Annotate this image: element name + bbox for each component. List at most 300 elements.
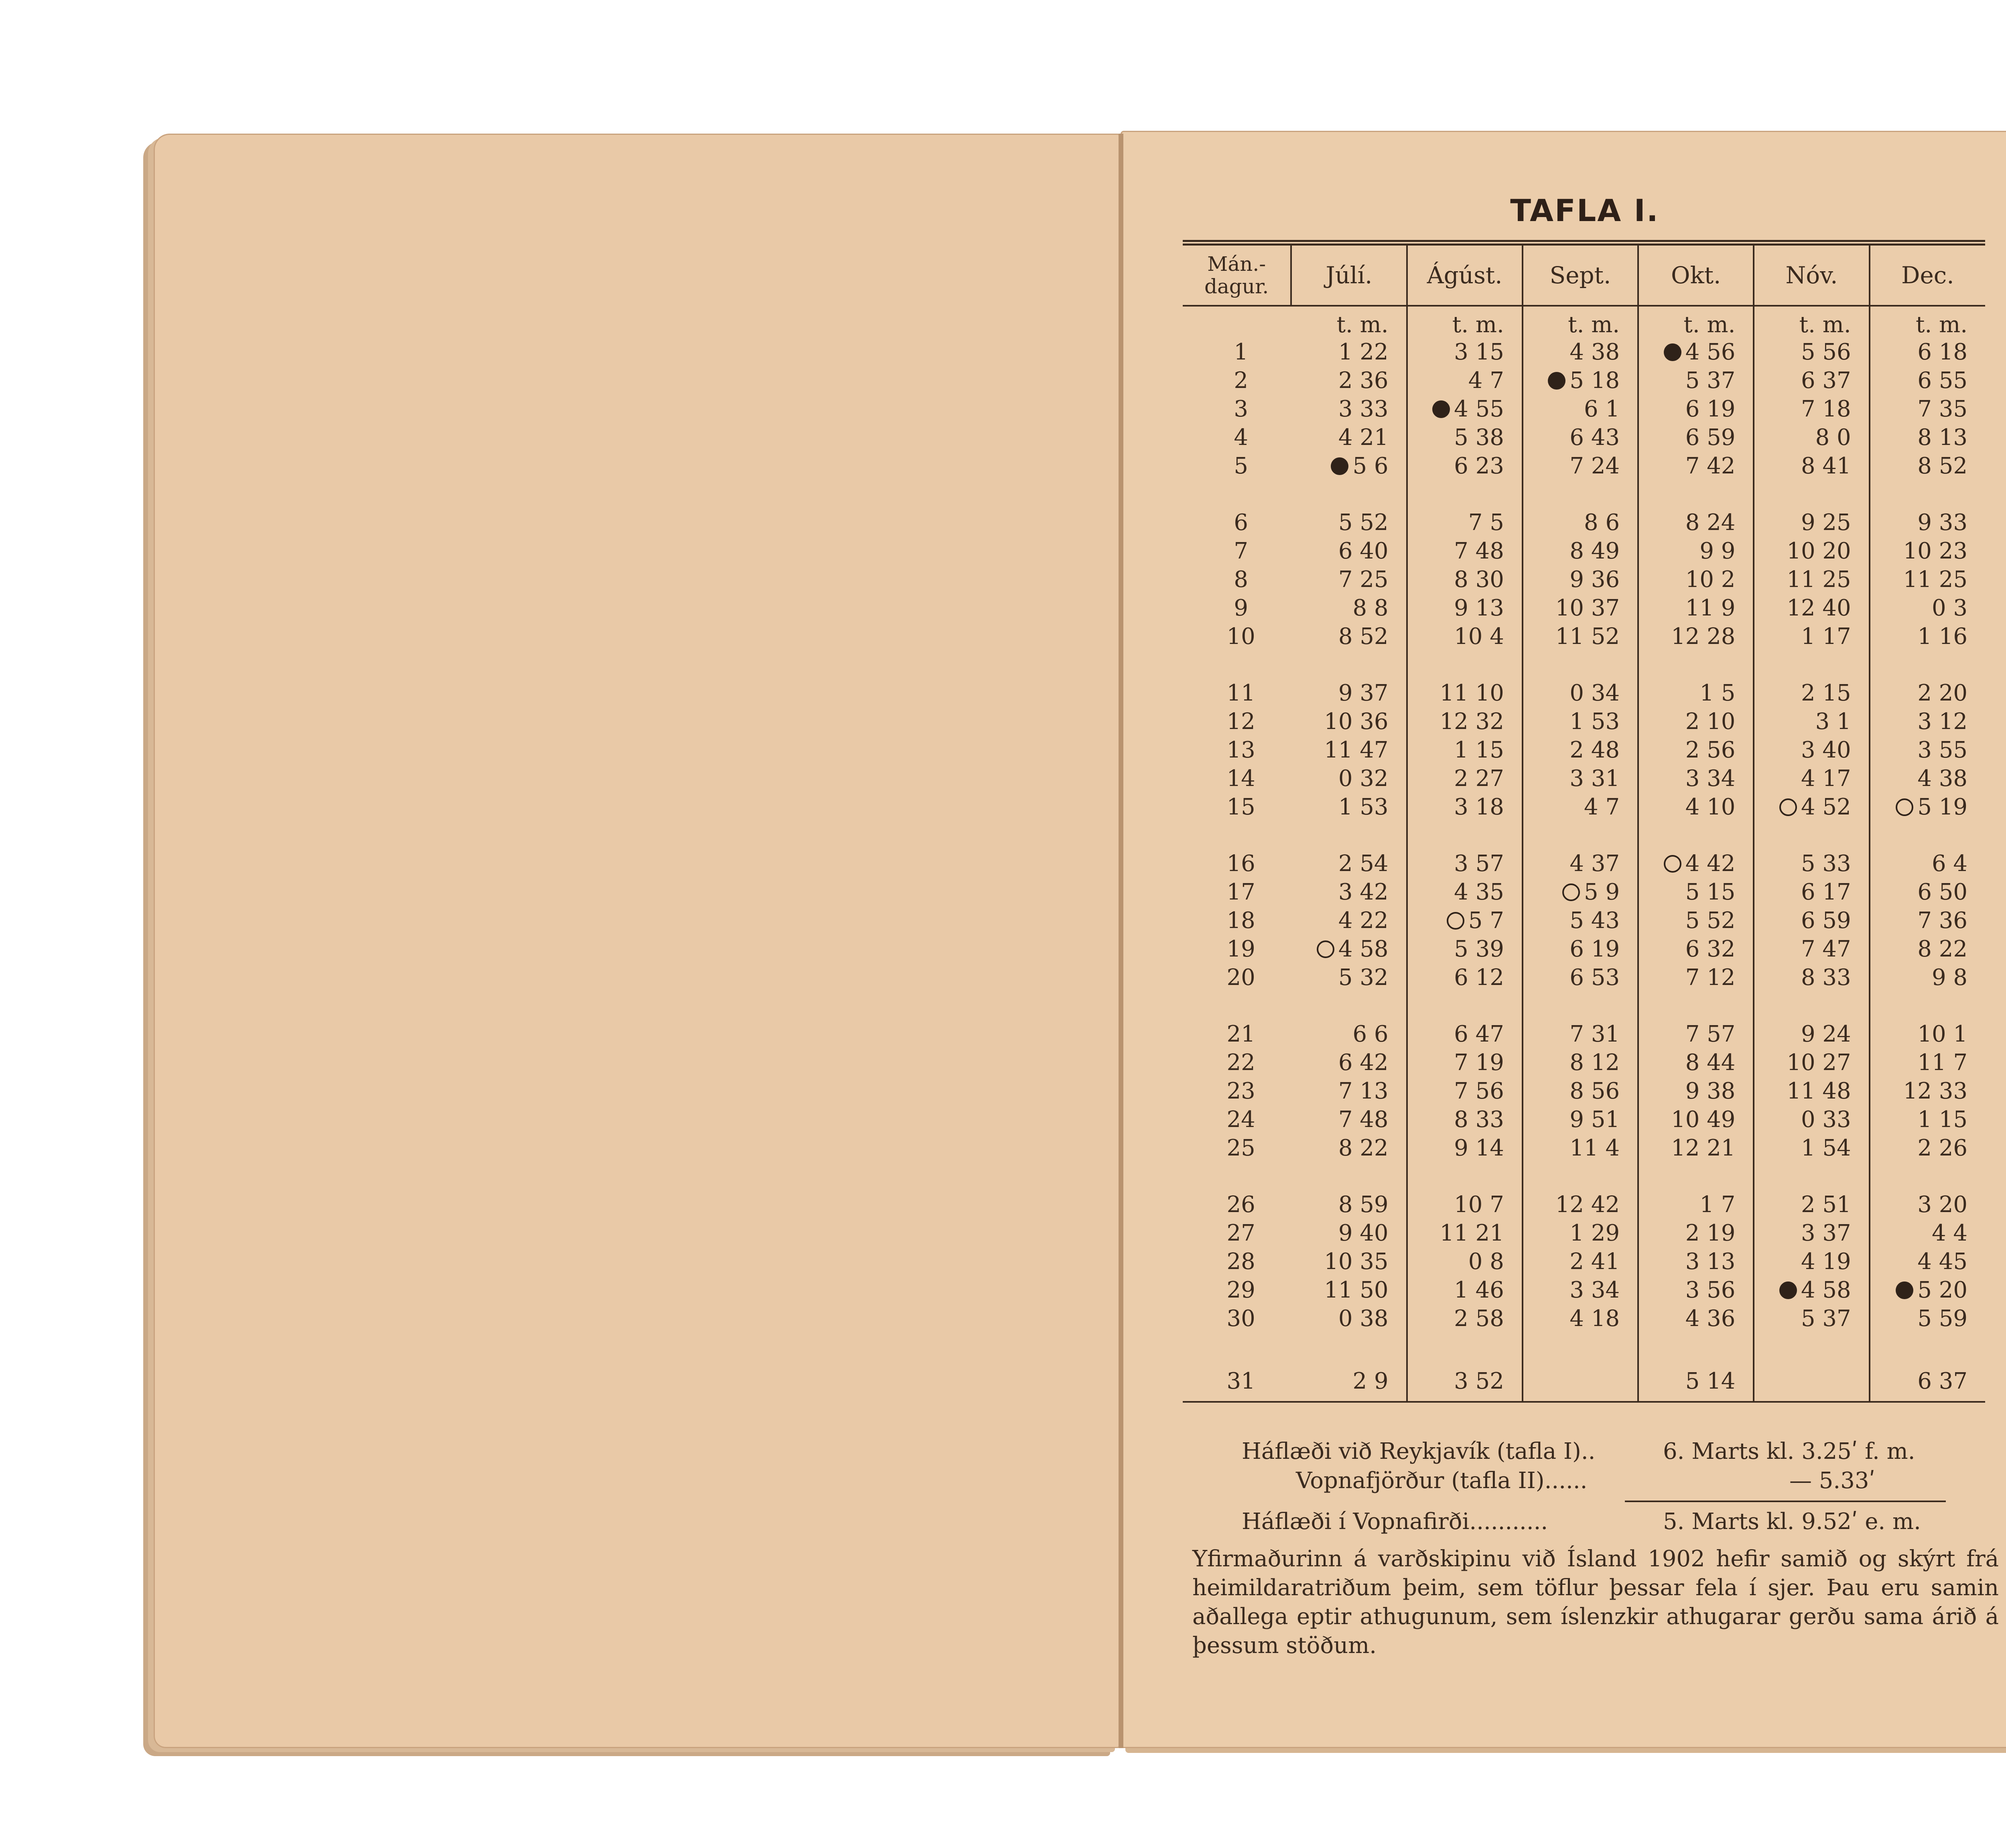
time-value: 4 58 xyxy=(1338,936,1389,962)
time-value: 9 9 xyxy=(1699,538,1736,564)
time-value: 6 19 xyxy=(1569,936,1620,962)
time-cell xyxy=(1407,1304,1523,1333)
time-cell xyxy=(1407,1134,1523,1162)
time-value: 5 9 xyxy=(1584,879,1620,905)
time-cell xyxy=(1523,1247,1638,1276)
time-value: 3 31 xyxy=(1569,766,1620,792)
spacer-cell xyxy=(1291,1162,1407,1190)
time-value: 4 55 xyxy=(1454,396,1504,422)
time-value: 9 13 xyxy=(1454,595,1504,621)
table-row xyxy=(1183,1134,1985,1162)
day-number: 13 xyxy=(1226,737,1255,763)
spacer-cell xyxy=(1407,1162,1523,1190)
time-cell xyxy=(1407,537,1523,565)
time-cell xyxy=(1870,565,1985,594)
time-value: 8 52 xyxy=(1338,623,1389,650)
spacer-cell xyxy=(1870,992,1985,1020)
time-value: 6 19 xyxy=(1685,396,1736,422)
spacer-cell xyxy=(1407,1333,1523,1361)
spacer-cell xyxy=(1638,821,1754,849)
group-spacer-row xyxy=(1183,821,1985,849)
day-number: 28 xyxy=(1226,1249,1255,1275)
time-value: 10 37 xyxy=(1555,595,1620,621)
time-cell xyxy=(1870,1276,1985,1304)
time-cell xyxy=(1407,736,1523,764)
time-cell xyxy=(1754,849,1869,878)
time-value: 2 27 xyxy=(1454,766,1504,792)
full-moon-icon xyxy=(1562,883,1580,901)
spacer-cell xyxy=(1291,821,1407,849)
time-cell xyxy=(1291,764,1407,793)
time-value: 0 8 xyxy=(1468,1249,1504,1275)
units-cell: t. m. xyxy=(1291,306,1407,338)
time-cell xyxy=(1870,1190,1985,1219)
time-value: 10 4 xyxy=(1454,623,1504,650)
time-cell xyxy=(1870,1304,1985,1333)
time-value: 2 54 xyxy=(1338,851,1389,877)
spacer-cell xyxy=(1183,992,1291,1020)
time-cell xyxy=(1638,1077,1754,1105)
time-value: 7 48 xyxy=(1338,1107,1389,1133)
units-blank-cell xyxy=(1183,306,1291,338)
time-cell xyxy=(1291,878,1407,906)
table-row xyxy=(1183,1361,1985,1402)
full-moon-icon xyxy=(1317,940,1334,958)
time-cell xyxy=(1638,1134,1754,1162)
spacer-cell xyxy=(1183,480,1291,508)
time-cell xyxy=(1870,1077,1985,1105)
day-number: 9 xyxy=(1234,595,1248,621)
time-cell xyxy=(1870,452,1985,480)
time-cell xyxy=(1407,935,1523,963)
time-value: 4 21 xyxy=(1338,424,1389,451)
spacer-cell xyxy=(1523,651,1638,679)
time-value: 1 53 xyxy=(1338,794,1389,820)
time-value: 9 40 xyxy=(1338,1220,1389,1246)
time-value: 12 42 xyxy=(1555,1192,1620,1218)
time-cell xyxy=(1754,423,1869,452)
time-cell xyxy=(1523,366,1638,395)
time-value: 8 12 xyxy=(1569,1050,1620,1076)
time-value: 6 42 xyxy=(1338,1050,1389,1076)
spacer-cell xyxy=(1870,1333,1985,1361)
time-cell xyxy=(1870,594,1985,622)
time-cell xyxy=(1523,1190,1638,1219)
table-row xyxy=(1183,878,1985,906)
time-value: 3 37 xyxy=(1801,1220,1851,1246)
time-cell xyxy=(1291,565,1407,594)
time-value: 1 15 xyxy=(1917,1107,1967,1133)
spacer-cell xyxy=(1183,1333,1291,1361)
time-value: 5 56 xyxy=(1801,339,1851,365)
time-cell xyxy=(1407,764,1523,793)
time-value: 12 32 xyxy=(1440,709,1504,735)
time-value: 10 7 xyxy=(1454,1192,1504,1218)
time-value: 9 36 xyxy=(1569,567,1620,593)
time-value: 6 37 xyxy=(1801,368,1851,394)
month-header-august: Ágúst. xyxy=(1407,243,1523,306)
time-cell xyxy=(1291,1361,1407,1402)
units-cell: t. m. xyxy=(1754,306,1869,338)
time-cell xyxy=(1523,508,1638,537)
time-value: 11 7 xyxy=(1917,1050,1967,1076)
spacer-cell xyxy=(1183,821,1291,849)
time-cell xyxy=(1638,508,1754,537)
time-cell xyxy=(1638,849,1754,878)
time-cell xyxy=(1754,594,1869,622)
group-spacer-row xyxy=(1183,651,1985,679)
time-cell xyxy=(1638,565,1754,594)
time-value: 4 4 xyxy=(1931,1220,1967,1246)
day-number: 31 xyxy=(1183,1361,1291,1402)
time-value: 10 49 xyxy=(1671,1107,1736,1133)
time-value: 7 35 xyxy=(1917,396,1967,422)
spacer-cell xyxy=(1407,992,1523,1020)
time-cell xyxy=(1638,736,1754,764)
day-number: 1 xyxy=(1234,339,1248,365)
day-number: 12 xyxy=(1226,709,1255,735)
time-value: 8 33 xyxy=(1454,1107,1504,1133)
time-value: 9 14 xyxy=(1454,1135,1504,1161)
time-value: 8 30 xyxy=(1454,567,1504,593)
time-cell xyxy=(1523,679,1638,707)
time-cell xyxy=(1638,366,1754,395)
time-cell xyxy=(1407,366,1523,395)
note-vopnafirdi-label: Háflæði í Vopnafirði........... xyxy=(1242,1509,1548,1535)
time-value: 6 32 xyxy=(1685,936,1736,962)
time-value: 11 47 xyxy=(1324,737,1389,763)
time-value: 10 23 xyxy=(1903,538,1967,564)
time-value: 6 4 xyxy=(1931,851,1967,877)
time-cell xyxy=(1638,1190,1754,1219)
time-cell xyxy=(1523,1219,1638,1247)
table-row xyxy=(1183,338,1985,366)
day-number: 18 xyxy=(1226,908,1255,934)
time-cell xyxy=(1407,338,1523,366)
time-cell xyxy=(1523,764,1638,793)
month-header-july: Júlí. xyxy=(1291,243,1407,306)
time-value: 7 5 xyxy=(1468,510,1504,536)
time-value: 5 19 xyxy=(1917,794,1967,820)
time-value: 6 55 xyxy=(1917,368,1967,394)
day-number: 29 xyxy=(1226,1277,1255,1303)
table-row xyxy=(1183,395,1985,423)
spacer-cell xyxy=(1523,992,1638,1020)
sum-rule xyxy=(1625,1501,1946,1502)
spacer-cell xyxy=(1291,480,1407,508)
time-value: 11 4 xyxy=(1569,1135,1620,1161)
time-cell xyxy=(1523,1048,1638,1077)
time-cell xyxy=(1638,1304,1754,1333)
spacer-cell xyxy=(1638,651,1754,679)
time-value: 12 40 xyxy=(1787,595,1851,621)
month-header-november: Nóv. xyxy=(1754,243,1869,306)
time-value: 4 17 xyxy=(1801,766,1851,792)
group-spacer-row xyxy=(1183,1333,1985,1361)
time-value: 5 52 xyxy=(1338,510,1389,536)
time-cell xyxy=(1523,622,1638,651)
time-value: 4 58 xyxy=(1801,1277,1851,1303)
time-value: 11 48 xyxy=(1787,1078,1851,1104)
time-cell xyxy=(1407,878,1523,906)
time-value: 9 24 xyxy=(1801,1021,1851,1047)
time-cell xyxy=(1870,963,1985,992)
time-value: 4 22 xyxy=(1338,908,1389,934)
time-value: 10 2 xyxy=(1685,567,1736,593)
page-title: TAFLA I. xyxy=(1510,193,1659,228)
time-value: 1 54 xyxy=(1801,1135,1851,1161)
day-number: 10 xyxy=(1226,623,1255,650)
table-row xyxy=(1183,1190,1985,1219)
time-cell xyxy=(1523,906,1638,935)
spacer-cell xyxy=(1754,1162,1869,1190)
group-spacer-row xyxy=(1183,992,1985,1020)
table-row xyxy=(1183,594,1985,622)
time-value: 2 41 xyxy=(1569,1249,1620,1275)
time-cell xyxy=(1407,452,1523,480)
time-value: 8 0 xyxy=(1815,424,1851,451)
group-spacer-row xyxy=(1183,1162,1985,1190)
time-value: 3 18 xyxy=(1454,794,1504,820)
time-value: 10 27 xyxy=(1787,1050,1851,1076)
time-value: 8 52 xyxy=(1917,453,1967,479)
time-cell xyxy=(1291,1219,1407,1247)
time-cell xyxy=(1754,1134,1869,1162)
time-value: 4 19 xyxy=(1801,1249,1851,1275)
time-value: 4 18 xyxy=(1569,1306,1620,1332)
time-cell xyxy=(1291,963,1407,992)
time-value: 3 34 xyxy=(1685,766,1736,792)
time-value: 10 1 xyxy=(1917,1021,1967,1047)
time-value: 0 33 xyxy=(1801,1107,1851,1133)
table-row xyxy=(1183,423,1985,452)
time-value: 4 37 xyxy=(1569,851,1620,877)
time-value: 12 33 xyxy=(1903,1078,1967,1104)
time-value: 5 14 xyxy=(1685,1368,1736,1394)
new-moon-icon xyxy=(1432,400,1450,418)
time-value: 3 56 xyxy=(1685,1277,1736,1303)
time-cell xyxy=(1754,906,1869,935)
spacer-cell xyxy=(1523,480,1638,508)
time-cell xyxy=(1754,764,1869,793)
time-cell xyxy=(1754,395,1869,423)
time-cell xyxy=(1291,1304,1407,1333)
time-value: 3 12 xyxy=(1917,709,1967,735)
time-cell xyxy=(1754,537,1869,565)
time-value: 6 18 xyxy=(1917,339,1967,365)
day-header-line-2: dagur. xyxy=(1204,275,1269,298)
time-value: 6 40 xyxy=(1338,538,1389,564)
time-cell xyxy=(1407,1276,1523,1304)
spacer-cell xyxy=(1291,651,1407,679)
time-cell xyxy=(1638,679,1754,707)
time-cell xyxy=(1638,537,1754,565)
time-cell xyxy=(1523,1304,1638,1333)
time-cell xyxy=(1754,1105,1869,1134)
time-value: 7 56 xyxy=(1454,1078,1504,1104)
time-cell xyxy=(1870,395,1985,423)
table-row xyxy=(1183,1247,1985,1276)
time-cell xyxy=(1407,594,1523,622)
time-value: 10 36 xyxy=(1324,709,1389,735)
time-cell xyxy=(1870,736,1985,764)
time-cell xyxy=(1754,1077,1869,1105)
spacer-cell xyxy=(1407,821,1523,849)
time-value: 8 44 xyxy=(1685,1050,1736,1076)
time-cell xyxy=(1523,849,1638,878)
time-cell xyxy=(1523,395,1638,423)
time-cell xyxy=(1291,537,1407,565)
time-cell xyxy=(1407,793,1523,821)
time-value: 0 3 xyxy=(1931,595,1967,621)
time-value: 8 22 xyxy=(1917,936,1967,962)
time-cell xyxy=(1754,508,1869,537)
time-value: 2 26 xyxy=(1917,1135,1967,1161)
time-value: 7 31 xyxy=(1569,1021,1620,1047)
time-cell xyxy=(1638,1105,1754,1134)
time-value: 8 41 xyxy=(1801,453,1851,479)
note-vopnafjordur-label: Vopnafjörður (tafla II)...... xyxy=(1296,1468,1588,1494)
day-number: 7 xyxy=(1234,538,1248,564)
time-value: 2 51 xyxy=(1801,1192,1851,1218)
time-cell xyxy=(1754,565,1869,594)
time-cell xyxy=(1291,793,1407,821)
time-cell xyxy=(1523,736,1638,764)
table-row xyxy=(1183,1276,1985,1304)
spacer-cell xyxy=(1638,992,1754,1020)
time-value: 4 10 xyxy=(1685,794,1736,820)
time-cell xyxy=(1523,878,1638,906)
time-cell xyxy=(1407,1077,1523,1105)
time-cell xyxy=(1291,707,1407,736)
time-value: 2 36 xyxy=(1338,368,1389,394)
time-value: 3 42 xyxy=(1338,879,1389,905)
full-moon-icon xyxy=(1779,798,1797,816)
table-header-row xyxy=(1183,243,1985,306)
time-value: 8 13 xyxy=(1917,424,1967,451)
table-row xyxy=(1183,935,1985,963)
time-value: 1 46 xyxy=(1454,1277,1504,1303)
time-value: 6 53 xyxy=(1569,965,1620,991)
time-cell xyxy=(1523,935,1638,963)
time-value: 5 7 xyxy=(1468,908,1504,934)
day-number: 23 xyxy=(1226,1078,1255,1104)
time-cell xyxy=(1754,878,1869,906)
time-value: 7 47 xyxy=(1801,936,1851,962)
time-value: 1 29 xyxy=(1569,1220,1620,1246)
time-cell xyxy=(1638,1361,1754,1402)
time-value: 11 9 xyxy=(1685,595,1736,621)
spacer-cell xyxy=(1523,1162,1638,1190)
time-cell xyxy=(1523,963,1638,992)
time-value: 3 40 xyxy=(1801,737,1851,763)
month-header-december: Dec. xyxy=(1870,243,1985,306)
time-value: 4 45 xyxy=(1917,1249,1967,1275)
time-cell xyxy=(1638,338,1754,366)
time-value: 1 5 xyxy=(1699,680,1736,706)
day-number: 26 xyxy=(1226,1192,1255,1218)
time-cell xyxy=(1291,1276,1407,1304)
time-cell xyxy=(1291,1134,1407,1162)
time-cell xyxy=(1638,963,1754,992)
time-cell xyxy=(1291,366,1407,395)
time-value: 6 6 xyxy=(1352,1021,1389,1047)
table-row xyxy=(1183,565,1985,594)
time-cell xyxy=(1638,1276,1754,1304)
time-cell xyxy=(1291,395,1407,423)
time-value: 2 9 xyxy=(1352,1368,1389,1394)
time-value: 5 39 xyxy=(1454,936,1504,962)
day-number: 21 xyxy=(1226,1021,1255,1047)
time-value: 4 56 xyxy=(1685,339,1736,365)
time-cell xyxy=(1407,508,1523,537)
table-row xyxy=(1183,764,1985,793)
spacer-cell xyxy=(1870,1162,1985,1190)
time-value: 0 38 xyxy=(1338,1306,1389,1332)
table-row xyxy=(1183,1020,1985,1048)
time-cell xyxy=(1870,508,1985,537)
new-moon-icon xyxy=(1548,372,1565,390)
time-cell xyxy=(1870,1105,1985,1134)
time-cell xyxy=(1638,764,1754,793)
time-value: 4 38 xyxy=(1569,339,1620,365)
table-row xyxy=(1183,1077,1985,1105)
time-value: 9 25 xyxy=(1801,510,1851,536)
day-number: 11 xyxy=(1226,680,1255,706)
book-spine xyxy=(1119,134,1123,1748)
time-cell xyxy=(1291,1190,1407,1219)
day-number: 14 xyxy=(1226,766,1255,792)
time-value: 9 38 xyxy=(1685,1078,1736,1104)
time-cell xyxy=(1870,1134,1985,1162)
time-value: 9 33 xyxy=(1917,510,1967,536)
time-value: 6 1 xyxy=(1584,396,1620,422)
spacer-cell xyxy=(1638,1162,1754,1190)
time-value: 2 10 xyxy=(1685,709,1736,735)
time-value: 8 59 xyxy=(1338,1192,1389,1218)
note-vopnafjordur-value: — 5.33ʹ xyxy=(1789,1468,1876,1494)
time-cell xyxy=(1638,906,1754,935)
time-cell xyxy=(1870,1361,1985,1402)
time-value: 1 17 xyxy=(1801,623,1851,650)
time-cell xyxy=(1523,423,1638,452)
time-cell xyxy=(1407,1190,1523,1219)
table-row xyxy=(1183,1219,1985,1247)
table-row xyxy=(1183,793,1985,821)
time-value: 3 55 xyxy=(1917,737,1967,763)
time-cell xyxy=(1407,1361,1523,1402)
day-number: 19 xyxy=(1226,936,1255,962)
time-value: 3 1 xyxy=(1815,709,1851,735)
time-cell xyxy=(1523,537,1638,565)
time-cell xyxy=(1638,423,1754,452)
time-value: 7 57 xyxy=(1685,1021,1736,1047)
new-moon-icon xyxy=(1331,457,1348,475)
time-value: 4 36 xyxy=(1685,1306,1736,1332)
time-value: 11 50 xyxy=(1324,1277,1389,1303)
time-value: 6 12 xyxy=(1454,965,1504,991)
time-cell xyxy=(1754,1219,1869,1247)
day-number: 20 xyxy=(1226,965,1255,991)
time-value: 12 21 xyxy=(1671,1135,1736,1161)
time-value: 4 52 xyxy=(1801,794,1851,820)
time-value: 9 51 xyxy=(1569,1107,1620,1133)
month-header-october: Okt. xyxy=(1638,243,1754,306)
time-cell xyxy=(1638,1048,1754,1077)
time-value: 11 21 xyxy=(1440,1220,1504,1246)
time-value: 8 24 xyxy=(1685,510,1736,536)
time-cell xyxy=(1754,963,1869,992)
